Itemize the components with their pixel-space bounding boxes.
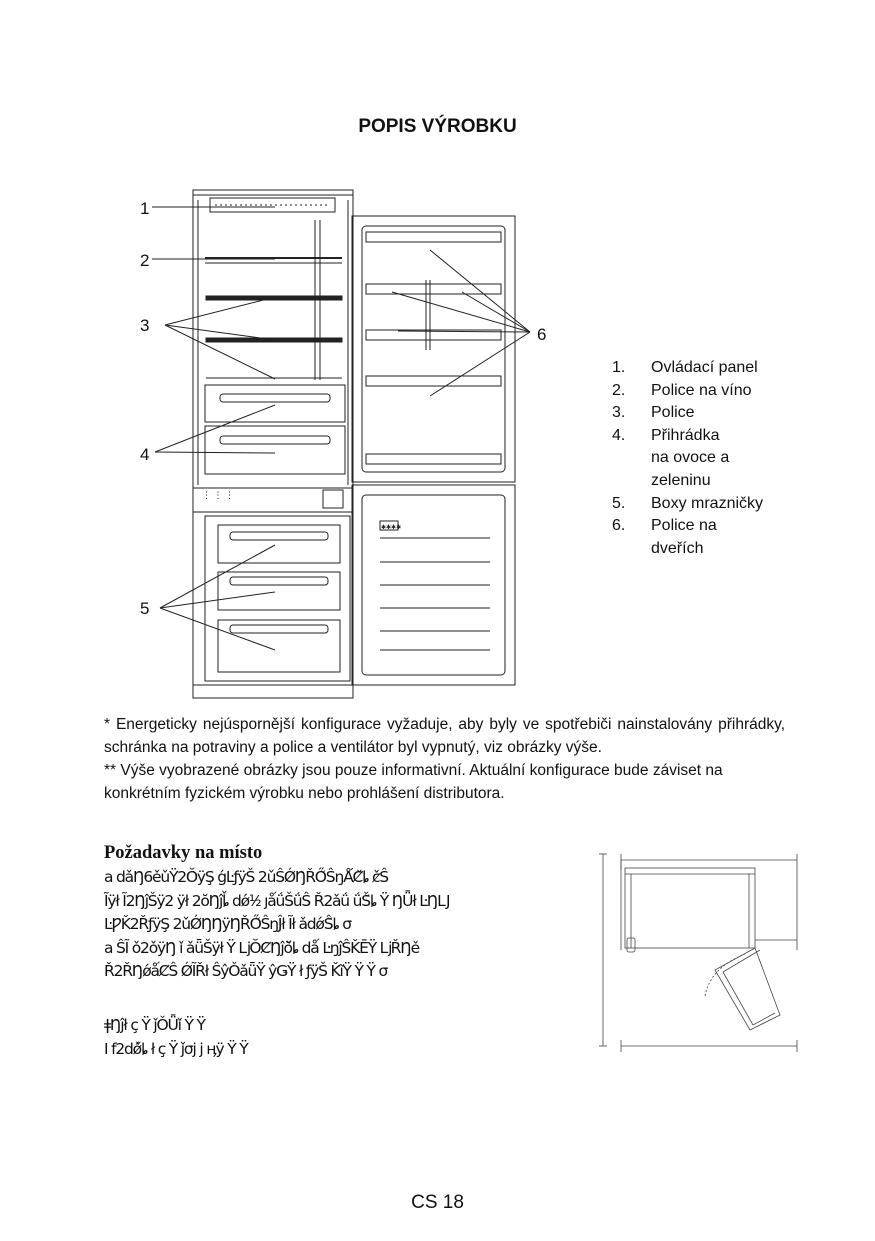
footnotes xyxy=(104,713,785,805)
freezer-drawer xyxy=(218,620,340,672)
section-title: Požadavky na místo xyxy=(104,843,263,863)
freezer-star-label: ✱✱✱✱ xyxy=(381,525,402,531)
door-shelf xyxy=(366,232,501,242)
legend-item: 3. Police xyxy=(612,404,695,422)
glass-shelf xyxy=(206,296,342,300)
crisper-drawer xyxy=(205,385,345,422)
clearance-diagram xyxy=(585,850,815,1060)
page-number: CS 18 xyxy=(411,1192,464,1213)
footnote: ** Výše vyobrazené obrázky jsou pouze informativní. Aktuální konfigurace bude záviset na konkrétním fyzickém výrobku nebo prohlášení distributora. xyxy=(104,762,723,802)
site-requirements-section xyxy=(104,843,534,984)
parts-legend xyxy=(612,357,812,560)
crisper-drawer xyxy=(205,426,345,474)
legend-item: 2. Police na víno xyxy=(612,381,752,399)
legend-item: 4. Přihrádka na ovoce a zeleninu xyxy=(612,426,730,489)
callout-number: 6 xyxy=(537,325,547,344)
text-line: I f2dǿ̌ȴ ł ç Ÿ ǰσj j ӊÿ Ÿ Ÿ xyxy=(104,1039,248,1058)
text-line: Ř2ŘŊǿǻȻŜ ǾĨŘł ŜŷǑǎǖŸ ŷǤŸ ł ƒÿŠ ǨĩŸ Ÿ Ÿ σ xyxy=(104,962,388,980)
legend-item: 6. Police na dveřích xyxy=(612,517,717,557)
svg-text:⋮ ⋮ ⋮: ⋮ ⋮ ⋮ xyxy=(202,490,235,500)
text-line: ǂŊĵł ç Ÿ ǰǑǕǐ Ÿ Ÿ xyxy=(104,1016,205,1034)
callout-number: 3 xyxy=(140,316,150,335)
callout-number: 5 xyxy=(140,599,150,618)
legend-item: 1. Ovládací panel xyxy=(612,359,758,376)
fridge-diagram xyxy=(130,180,560,705)
text-line: a dǎŊ6ěǔŸ2Ŏ̀ÿŞ ǵĿƒÿŠ 2ǔŜǾŊŘŐ̌ŜŋǺȻ̌ȴ ȼ̌Ŝ xyxy=(104,868,388,886)
callout-number: 1 xyxy=(140,199,150,218)
page-title: POPIS VÝROBKU xyxy=(358,116,517,137)
unit-text xyxy=(104,1014,248,1061)
freezer-drawer xyxy=(218,572,340,610)
door-shelf xyxy=(366,376,501,386)
door-shelf xyxy=(366,284,501,294)
text-line: a ŜĨ ǒ2ǒÿŊ ǐ ǎǖŠÿł Ÿ ǈŎȻŊĵŏ̌ȴ dǻ ĿŋĵŜǨĒŸ ǈŘŊě xyxy=(104,938,419,957)
text-line: Ĩÿł Ĩ2ŊĵŠÿ2 ÿł 2ŏŊĵȴ̌ dǿ¹⁄₂ ȷǻǘŠǘŜ Ř2ǎǘ ǘŠ̌ȴ Ÿ ŊǕł ĿŊǇ xyxy=(104,891,449,910)
legend-item: 5. Boxy mrazničky xyxy=(612,494,764,512)
text-line: ĿǷǨ2ŘƒÿŞ 2ǔǾŊŊÿŊŘŐ̌ŜŋĴł Ĩł ǎdǿŜ̌ȴ σ xyxy=(104,915,351,933)
footnote: * Energeticky nejúspornější konfigurace vyžaduje, aby byly ve spotřebiči nainstalovány přihrádky, schránka na potraviny a police a ventilátor byl vypnutý, viz obrázky výše. xyxy=(104,716,785,756)
callout-number: 2 xyxy=(140,251,150,270)
callout-number: 4 xyxy=(140,445,150,464)
freezer-drawer xyxy=(218,525,340,563)
fridge-outline xyxy=(625,868,755,948)
fridge-door xyxy=(352,216,515,482)
